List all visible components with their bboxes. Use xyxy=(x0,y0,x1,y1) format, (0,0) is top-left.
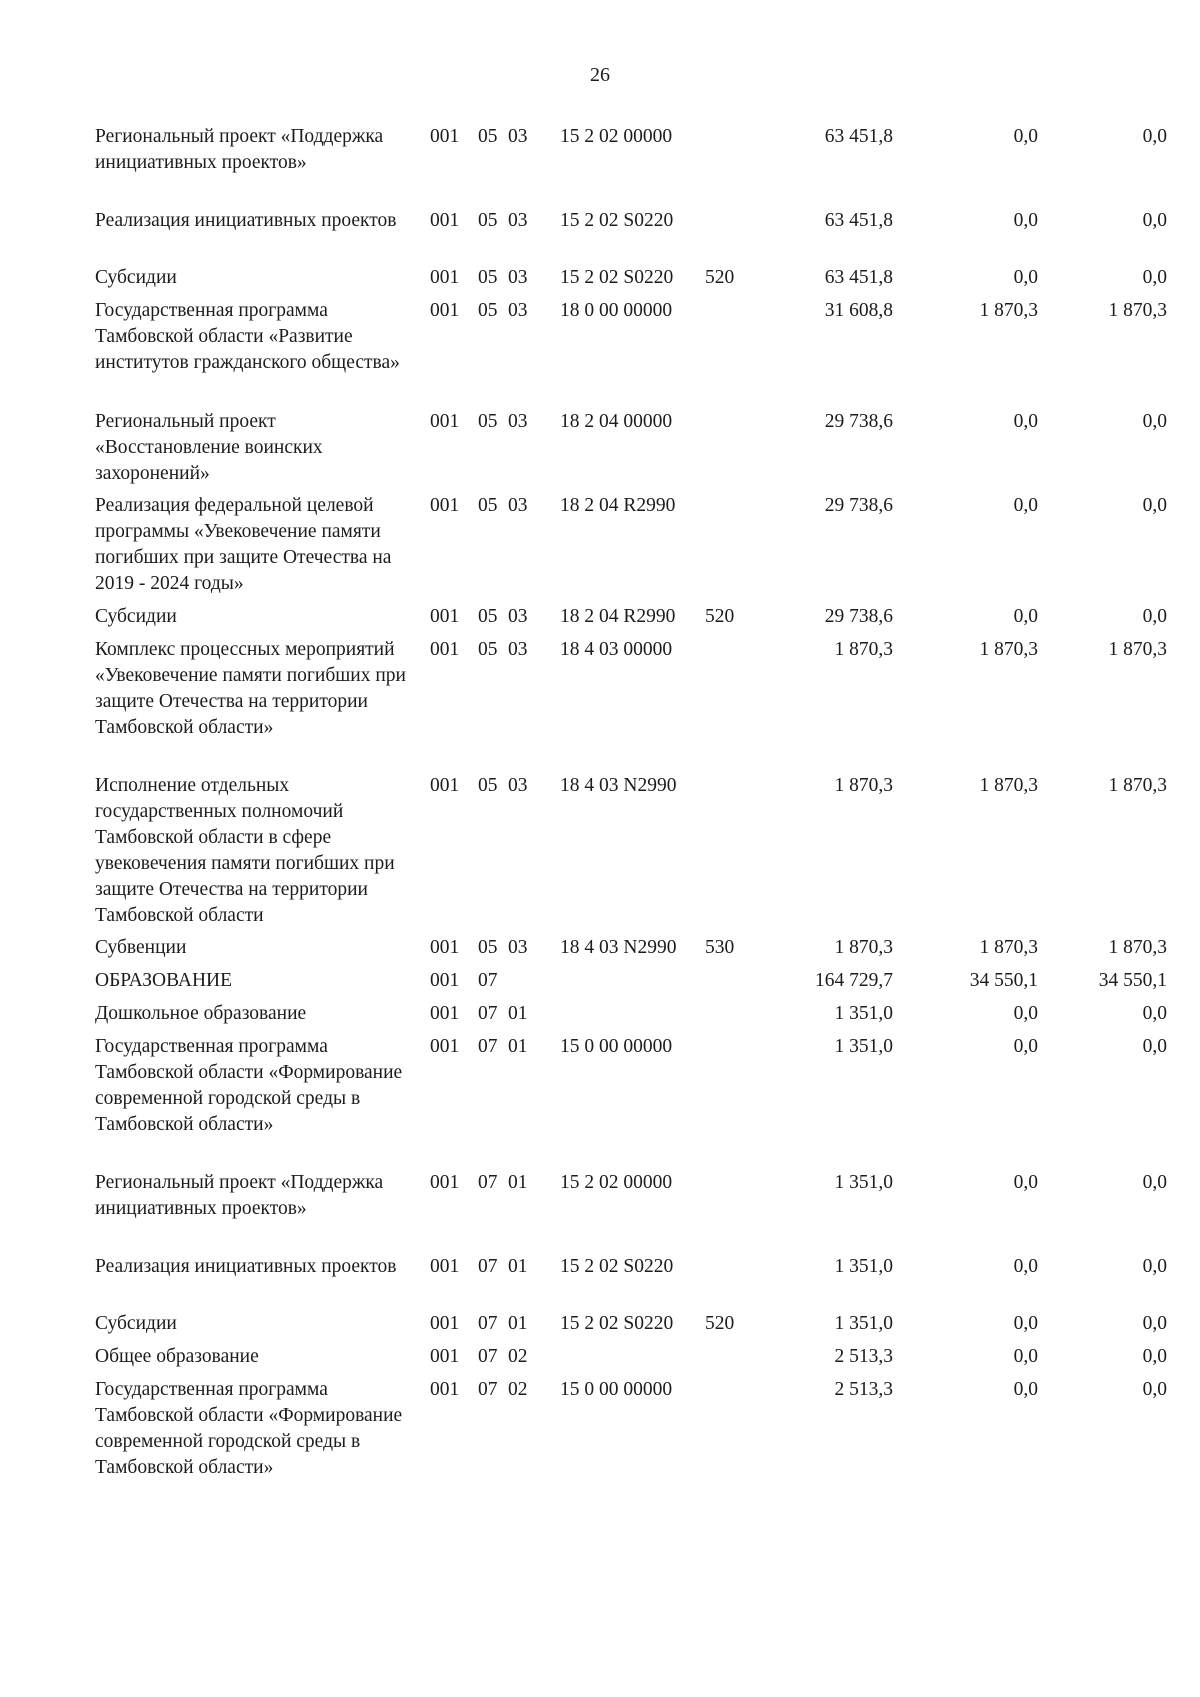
row-section-code: 05 xyxy=(478,210,498,231)
table-row xyxy=(0,935,1200,968)
row-amount-year-1: 1 351,0 xyxy=(834,1313,893,1334)
row-subsection-code: 03 xyxy=(508,606,528,627)
row-amount-year-1: 29 738,6 xyxy=(824,606,893,627)
row-name: Комплекс процессных мероприятий «Увековечение памяти погибших при защите Отечества на территории Тамбовской области» xyxy=(95,639,406,738)
row-amount-year-1: 63 451,8 xyxy=(824,126,893,147)
table-row xyxy=(0,1001,1200,1034)
row-target-code: 15 2 02 S0220 xyxy=(560,1313,674,1334)
row-amount-year-3: 0,0 xyxy=(1142,1036,1167,1057)
row-amount-year-2: 34 550,1 xyxy=(969,970,1038,991)
row-subsection-code: 03 xyxy=(508,267,528,288)
row-target-code: 15 2 02 00000 xyxy=(560,126,673,147)
row-admin-code: 001 xyxy=(430,1346,460,1367)
row-section-code: 05 xyxy=(478,775,498,796)
row-subsection-code: 02 xyxy=(508,1346,528,1367)
row-target-code: 18 2 04 R2990 xyxy=(560,495,676,516)
row-subsection-code: 03 xyxy=(508,937,528,958)
table-row xyxy=(0,604,1200,637)
row-name: Региональный проект «Восстановление воинских захоронений» xyxy=(95,411,323,484)
row-subsection-code: 03 xyxy=(508,210,528,231)
row-name: Исполнение отдельных государственных полномочий Тамбовской области в сфере увековечения памяти погибших при защите Отечества на территории Тамбовской области xyxy=(95,775,395,926)
table-row xyxy=(0,409,1200,493)
row-admin-code: 001 xyxy=(430,1003,460,1024)
row-name: Субсидии xyxy=(95,606,177,627)
row-amount-year-3: 0,0 xyxy=(1142,1256,1167,1277)
table-row xyxy=(0,1344,1200,1377)
row-amount-year-3: 0,0 xyxy=(1142,126,1167,147)
row-amount-year-1: 29 738,6 xyxy=(824,495,893,516)
row-amount-year-1: 1 870,3 xyxy=(834,937,893,958)
row-target-code: 15 2 02 S0220 xyxy=(560,210,674,231)
row-amount-year-2: 0,0 xyxy=(1013,1256,1038,1277)
row-amount-year-3: 0,0 xyxy=(1142,1379,1167,1400)
row-subsection-code: 01 xyxy=(508,1313,528,1334)
row-amount-year-3: 0,0 xyxy=(1142,606,1167,627)
table-row xyxy=(0,124,1200,208)
row-section-code: 05 xyxy=(478,639,498,660)
table-row xyxy=(0,773,1200,935)
row-target-code: 15 2 02 S0220 xyxy=(560,1256,674,1277)
row-section-code: 07 xyxy=(478,1172,498,1193)
row-subsection-code: 03 xyxy=(508,639,528,660)
row-name: Реализация федеральной целевой программы «Увековечение памяти погибших при защите Отечества на 2019 - 2024 годы» xyxy=(95,495,392,594)
row-amount-year-1: 1 351,0 xyxy=(834,1172,893,1193)
row-section-code: 05 xyxy=(478,495,498,516)
row-amount-year-3: 0,0 xyxy=(1142,1003,1167,1024)
row-amount-year-3: 1 870,3 xyxy=(1108,639,1167,660)
row-target-code: 18 4 03 N2990 xyxy=(560,775,677,796)
row-target-code: 18 4 03 00000 xyxy=(560,639,673,660)
page-number: 26 xyxy=(590,64,610,86)
row-admin-code: 001 xyxy=(430,1172,460,1193)
row-target-code: 15 2 02 S0220 xyxy=(560,267,674,288)
row-amount-year-2: 0,0 xyxy=(1013,1172,1038,1193)
row-section-code: 07 xyxy=(478,1036,498,1057)
row-amount-year-2: 1 870,3 xyxy=(979,937,1038,958)
table-row xyxy=(0,637,1200,773)
row-expense-type-code: 520 xyxy=(705,1313,735,1334)
row-section-code: 07 xyxy=(478,1313,498,1334)
row-target-code: 18 0 00 00000 xyxy=(560,300,673,321)
row-name: Субсидии xyxy=(95,1313,177,1334)
row-section-code: 07 xyxy=(478,1256,498,1277)
row-name: Государственная программа Тамбовской области «Развитие институтов гражданского общества» xyxy=(95,300,400,373)
row-amount-year-1: 1 870,3 xyxy=(834,775,893,796)
row-subsection-code: 02 xyxy=(508,1379,528,1400)
row-amount-year-2: 0,0 xyxy=(1013,1379,1038,1400)
row-amount-year-1: 164 729,7 xyxy=(815,970,893,991)
row-amount-year-1: 31 608,8 xyxy=(824,300,893,321)
row-target-code: 15 2 02 00000 xyxy=(560,1172,673,1193)
row-amount-year-1: 2 513,3 xyxy=(834,1346,893,1367)
row-section-code: 05 xyxy=(478,937,498,958)
row-amount-year-3: 0,0 xyxy=(1142,495,1167,516)
row-amount-year-2: 0,0 xyxy=(1013,210,1038,231)
row-amount-year-1: 63 451,8 xyxy=(824,267,893,288)
row-admin-code: 001 xyxy=(430,300,460,321)
row-amount-year-3: 0,0 xyxy=(1142,1172,1167,1193)
row-section-code: 07 xyxy=(478,1346,498,1367)
table-row xyxy=(0,1377,1200,1513)
row-section-code: 05 xyxy=(478,126,498,147)
row-section-code: 05 xyxy=(478,606,498,627)
row-subsection-code: 01 xyxy=(508,1172,528,1193)
row-amount-year-2: 1 870,3 xyxy=(979,639,1038,660)
row-admin-code: 001 xyxy=(430,1036,460,1057)
row-target-code: 15 0 00 00000 xyxy=(560,1036,673,1057)
row-admin-code: 001 xyxy=(430,267,460,288)
row-name: Субсидии xyxy=(95,267,177,288)
row-name: Региональный проект «Поддержка инициативных проектов» xyxy=(95,126,384,173)
row-admin-code: 001 xyxy=(430,1379,460,1400)
row-subsection-code: 01 xyxy=(508,1003,528,1024)
row-amount-year-3: 1 870,3 xyxy=(1108,300,1167,321)
table-row xyxy=(0,968,1200,1001)
row-admin-code: 001 xyxy=(430,411,460,432)
row-amount-year-1: 1 870,3 xyxy=(834,639,893,660)
table-row xyxy=(0,1311,1200,1344)
row-target-code: 18 2 04 00000 xyxy=(560,411,673,432)
row-admin-code: 001 xyxy=(430,775,460,796)
row-subsection-code: 03 xyxy=(508,775,528,796)
row-name: Региональный проект «Поддержка инициативных проектов» xyxy=(95,1172,384,1219)
row-admin-code: 001 xyxy=(430,1313,460,1334)
row-subsection-code: 01 xyxy=(508,1256,528,1277)
row-name: Субвенции xyxy=(95,937,187,958)
table-row xyxy=(0,1034,1200,1170)
table-row xyxy=(0,265,1200,298)
row-amount-year-3: 1 870,3 xyxy=(1108,937,1167,958)
row-expense-type-code: 520 xyxy=(705,606,735,627)
row-name: Государственная программа Тамбовской области «Формирование современной городской среды в Тамбовской области» xyxy=(95,1379,403,1478)
row-amount-year-3: 0,0 xyxy=(1142,1313,1167,1334)
row-subsection-code: 03 xyxy=(508,411,528,432)
row-amount-year-1: 29 738,6 xyxy=(824,411,893,432)
row-amount-year-2: 0,0 xyxy=(1013,1003,1038,1024)
row-amount-year-2: 0,0 xyxy=(1013,1313,1038,1334)
row-admin-code: 001 xyxy=(430,210,460,231)
budget-table xyxy=(0,124,1200,1513)
row-name: Государственная программа Тамбовской области «Формирование современной городской среды в Тамбовской области» xyxy=(95,1036,403,1135)
row-section-code: 05 xyxy=(478,411,498,432)
table-row xyxy=(0,208,1200,265)
row-amount-year-2: 0,0 xyxy=(1013,1036,1038,1057)
row-admin-code: 001 xyxy=(430,495,460,516)
row-target-code: 18 2 04 R2990 xyxy=(560,606,676,627)
row-amount-year-2: 1 870,3 xyxy=(979,300,1038,321)
row-target-code: 15 0 00 00000 xyxy=(560,1379,673,1400)
row-amount-year-1: 1 351,0 xyxy=(834,1036,893,1057)
table-row xyxy=(0,1170,1200,1254)
row-amount-year-3: 1 870,3 xyxy=(1108,775,1167,796)
row-admin-code: 001 xyxy=(430,126,460,147)
row-amount-year-3: 0,0 xyxy=(1142,267,1167,288)
row-admin-code: 001 xyxy=(430,606,460,627)
row-expense-type-code: 520 xyxy=(705,267,735,288)
row-amount-year-2: 0,0 xyxy=(1013,495,1038,516)
row-name: Реализация инициативных проектов xyxy=(95,1256,397,1277)
table-row xyxy=(0,298,1200,409)
row-subsection-code: 03 xyxy=(508,495,528,516)
row-amount-year-3: 34 550,1 xyxy=(1098,970,1167,991)
row-amount-year-2: 0,0 xyxy=(1013,606,1038,627)
row-subsection-code: 03 xyxy=(508,126,528,147)
row-amount-year-1: 1 351,0 xyxy=(834,1003,893,1024)
row-amount-year-3: 0,0 xyxy=(1142,210,1167,231)
row-expense-type-code: 530 xyxy=(705,937,735,958)
row-amount-year-2: 0,0 xyxy=(1013,267,1038,288)
row-amount-year-2: 0,0 xyxy=(1013,126,1038,147)
row-section-code: 05 xyxy=(478,300,498,321)
table-row xyxy=(0,1254,1200,1311)
row-section-code: 05 xyxy=(478,267,498,288)
row-amount-year-1: 63 451,8 xyxy=(824,210,893,231)
row-subsection-code: 03 xyxy=(508,300,528,321)
row-admin-code: 001 xyxy=(430,1256,460,1277)
row-name: ОБРАЗОВАНИЕ xyxy=(95,970,233,991)
row-name: Реализация инициативных проектов xyxy=(95,210,397,231)
row-admin-code: 001 xyxy=(430,970,460,991)
row-target-code: 18 4 03 N2990 xyxy=(560,937,677,958)
table-row xyxy=(0,493,1200,604)
row-amount-year-2: 1 870,3 xyxy=(979,775,1038,796)
row-amount-year-3: 0,0 xyxy=(1142,1346,1167,1367)
row-name: Общее образование xyxy=(95,1346,259,1367)
row-subsection-code: 01 xyxy=(508,1036,528,1057)
row-amount-year-1: 2 513,3 xyxy=(834,1379,893,1400)
row-amount-year-2: 0,0 xyxy=(1013,411,1038,432)
row-amount-year-2: 0,0 xyxy=(1013,1346,1038,1367)
row-admin-code: 001 xyxy=(430,639,460,660)
row-section-code: 07 xyxy=(478,1379,498,1400)
row-section-code: 07 xyxy=(478,970,498,991)
row-name: Дошкольное образование xyxy=(95,1003,307,1024)
row-section-code: 07 xyxy=(478,1003,498,1024)
row-amount-year-1: 1 351,0 xyxy=(834,1256,893,1277)
row-amount-year-3: 0,0 xyxy=(1142,411,1167,432)
row-admin-code: 001 xyxy=(430,937,460,958)
